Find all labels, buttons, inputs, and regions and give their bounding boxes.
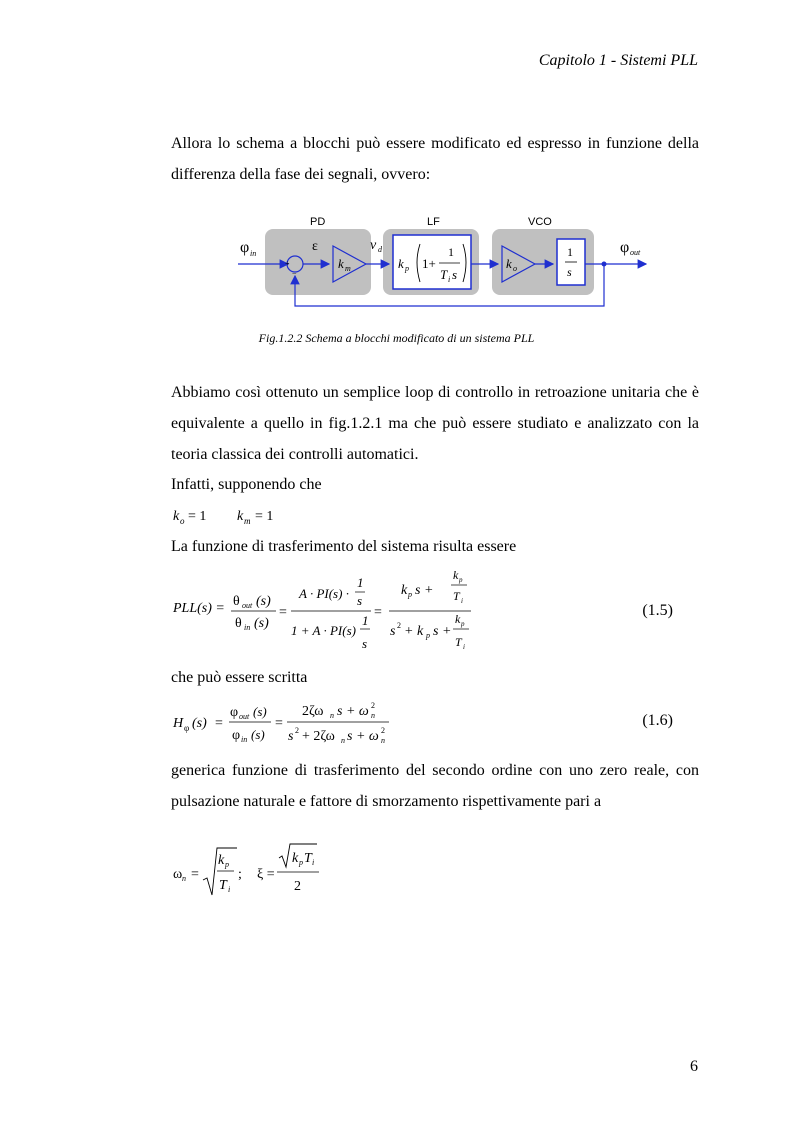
eq15-theta-out-s: (s) bbox=[256, 594, 271, 609]
paragraph-intro: Allora lo schema a blocchi può essere modificato ed espresso in funzione della differenza della fase dei segnali, ovvero: bbox=[171, 135, 699, 183]
vd-v: v bbox=[370, 238, 377, 253]
equation-1-6 bbox=[171, 697, 411, 749]
eq16-num-n2: n bbox=[371, 711, 375, 720]
eq15-theta-out: θ bbox=[233, 594, 240, 609]
wn-semicolon: ; bbox=[238, 867, 242, 882]
lf-den-T: T bbox=[440, 267, 448, 282]
eq16-H-sub: φ bbox=[184, 723, 190, 733]
wn-T: T bbox=[219, 878, 227, 893]
integrator-den: s bbox=[567, 265, 572, 279]
xi-Ti: i bbox=[312, 858, 315, 867]
eq16-den-splus: s + ω bbox=[347, 729, 379, 744]
paragraph-written: che può essere scritta bbox=[171, 669, 308, 686]
lf-one-plus: 1+ bbox=[422, 256, 436, 271]
eq16-num-2zw: 2ζω bbox=[302, 704, 324, 719]
eq16-phi-in-sub: in bbox=[241, 735, 248, 744]
eq15-r-num-fkp: p bbox=[459, 576, 463, 584]
eq16-num-n1: n bbox=[330, 711, 334, 720]
eq15-r-num-fT: T bbox=[453, 589, 460, 603]
xi-eq: ξ = bbox=[257, 867, 275, 882]
eq16-num-sup: 2 bbox=[371, 701, 375, 710]
assume-km-val: = 1 bbox=[255, 509, 274, 524]
assume-ko-sub: o bbox=[180, 516, 185, 526]
eq15-r-den-plusk: + k bbox=[404, 624, 424, 639]
phi-in-sub: in bbox=[250, 249, 257, 258]
wn-sub: n bbox=[182, 874, 186, 883]
eq15-r-den-s: s bbox=[390, 624, 396, 639]
eq15-den-one: 1 bbox=[362, 613, 369, 628]
pd-label: PD bbox=[310, 216, 326, 228]
equation-omega-xi bbox=[171, 840, 351, 902]
pll-block-diagram bbox=[230, 212, 670, 317]
eq15-r-num-k: k bbox=[401, 583, 408, 598]
lf-den-i: i bbox=[448, 275, 451, 284]
paragraph-assume: Infatti, supponendo che bbox=[171, 476, 322, 493]
eq16-phi-out-sub: out bbox=[239, 712, 250, 721]
eq15-num-one: 1 bbox=[357, 575, 364, 590]
phi-in-symbol: φ bbox=[240, 239, 250, 256]
sum-minus: − bbox=[292, 269, 297, 278]
eq16-den-n2: n bbox=[381, 736, 385, 745]
eq15-r-den-splus: s + bbox=[433, 624, 452, 639]
eq15-theta-in: θ bbox=[235, 616, 242, 631]
eq15-lhs: PLL(s) = bbox=[173, 601, 225, 616]
xi-two: 2 bbox=[294, 879, 301, 894]
eq15-den-s: s bbox=[362, 636, 368, 651]
eq16-den-n1: n bbox=[341, 736, 345, 745]
xi-T: T bbox=[304, 851, 312, 866]
eq15-eq1: = bbox=[279, 605, 287, 620]
ko-sub: o bbox=[513, 264, 517, 273]
equation-1-5 bbox=[171, 565, 491, 655]
eq16-phi-out: φ bbox=[230, 705, 239, 720]
eq15-r-num-fk: k bbox=[453, 568, 459, 582]
eq15-theta-out-sub: out bbox=[242, 601, 253, 610]
lf-label: LF bbox=[427, 216, 440, 228]
assume-ko-val: = 1 bbox=[188, 509, 207, 524]
paragraph-transfer: La funzione di trasferimento del sistema risulta essere bbox=[171, 538, 517, 555]
eq16-den-2zw: + 2ζω bbox=[302, 729, 335, 744]
page-number: 6 bbox=[690, 1058, 698, 1075]
phi-out-symbol: φ bbox=[620, 239, 630, 256]
epsilon-label: ε bbox=[312, 239, 318, 254]
xi-kp: p bbox=[299, 858, 303, 867]
km-k: k bbox=[338, 256, 344, 271]
eq16-phi-in: φ bbox=[232, 728, 241, 743]
equation-number-1-5: (1.5) bbox=[642, 602, 673, 619]
eq15-eq2: = bbox=[374, 605, 382, 620]
eq15-den-api: 1 + A · PI(s) bbox=[291, 623, 356, 638]
eq16-H: H bbox=[173, 716, 184, 731]
phi-out-sub: out bbox=[630, 248, 641, 257]
eq16-eq1: = bbox=[215, 716, 223, 731]
eq16-phi-out-s: (s) bbox=[253, 704, 267, 719]
eq15-num-api: A · PI(s) · bbox=[299, 586, 349, 601]
wn-kp: p bbox=[225, 860, 229, 869]
eq15-r-num-kp: p bbox=[408, 590, 412, 599]
eq15-theta-in-s: (s) bbox=[254, 616, 269, 631]
paragraph-second-order: generica funzione di trasferimento del secondo ordine con uno zero reale, con pulsazione naturale e fattore di smorzamento rispettivamente pari a bbox=[171, 762, 699, 810]
lf-k: k bbox=[398, 256, 404, 271]
eq16-eq2: = bbox=[275, 716, 283, 731]
running-header: Capitolo 1 - Sistemi PLL bbox=[538, 52, 698, 69]
wn-k: k bbox=[218, 853, 225, 868]
vd-sub: d bbox=[378, 245, 382, 254]
lf-num-one: 1 bbox=[448, 245, 454, 259]
eq16-den-s: s bbox=[288, 729, 294, 744]
xi-k: k bbox=[292, 851, 299, 866]
eq16-H-s: (s) bbox=[192, 716, 207, 731]
eq15-r-den-fk: k bbox=[455, 612, 461, 626]
assume-km-k: k bbox=[237, 509, 244, 524]
wn-omega: ω bbox=[173, 867, 183, 882]
assume-km-sub: m bbox=[244, 516, 251, 526]
figure-caption: Fig.1.2.2 Schema a blocchi modificato di un sistema PLL bbox=[258, 331, 535, 345]
eq15-r-den-fkp: p bbox=[461, 620, 465, 628]
paragraph-loop: Abbiamo così ottenuto un semplice loop di controllo in retroazione unitaria che è equivalente a quello in fig.1.2.1 ma che può essere studiato e analizzato con la teoria classica dei controlli automatici. bbox=[171, 384, 699, 463]
eq15-num-s: s bbox=[357, 593, 363, 608]
assume-ko-k: k bbox=[173, 509, 180, 524]
eq15-r-den-kp: p bbox=[426, 631, 430, 640]
eq15-r-num-fTi: i bbox=[461, 597, 463, 605]
vco-label: VCO bbox=[528, 216, 552, 228]
equation-number-1-6: (1.6) bbox=[642, 712, 673, 729]
eq15-theta-in-sub: in bbox=[244, 623, 251, 632]
eq16-num-splus: s + ω bbox=[337, 704, 369, 719]
eq16-phi-in-s: (s) bbox=[251, 727, 265, 742]
wn-eq: = bbox=[191, 867, 199, 882]
eq15-r-den-fTi: i bbox=[463, 643, 465, 651]
integrator-num: 1 bbox=[567, 245, 573, 259]
eq15-r-den-sup: 2 bbox=[397, 621, 401, 630]
eq16-den-sup2: 2 bbox=[381, 726, 385, 735]
eq16-den-sup: 2 bbox=[295, 726, 299, 735]
eq15-r-den-fT: T bbox=[455, 635, 462, 649]
ko-k: k bbox=[506, 256, 512, 271]
wn-Ti: i bbox=[228, 885, 231, 894]
lf-kp-sub: p bbox=[405, 264, 409, 273]
lf-den-s: s bbox=[452, 267, 458, 282]
assumption-equation bbox=[171, 505, 311, 527]
eq15-r-num-splus: s + bbox=[415, 583, 434, 598]
sum-plus: + bbox=[285, 259, 290, 268]
km-sub: m bbox=[345, 264, 351, 273]
